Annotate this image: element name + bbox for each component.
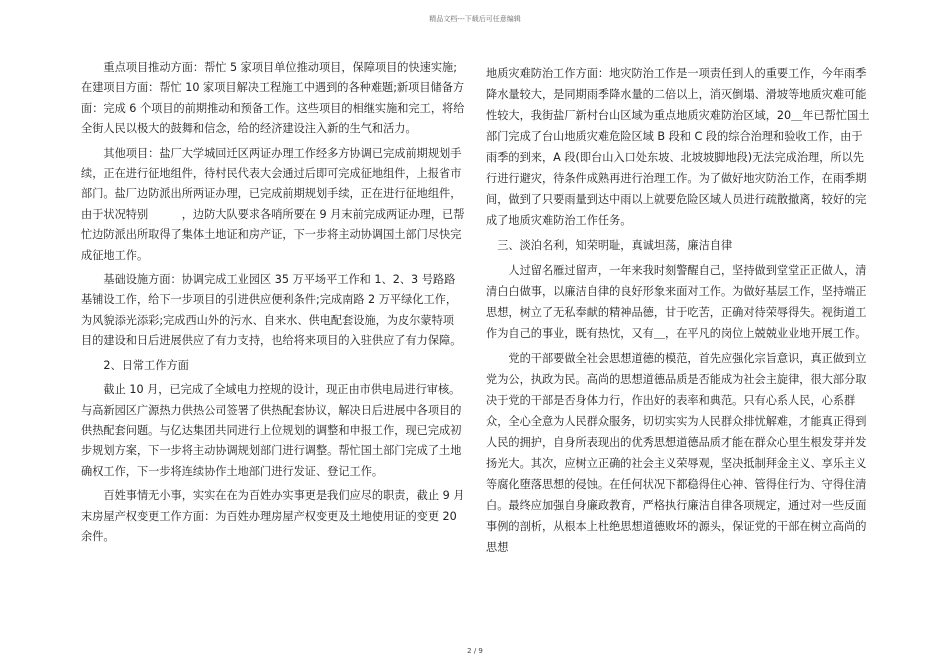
paragraph: 重点项目推动方面：帮忙 5 家项目单位推动项目，保障项目的快速实施;在建项目方面：帮忙 10 家项目解决工程施工中遇到的各种难题;新项目储备方面：完成 6 个项目的前期推动和预备工作。这些项目的相继实施和完工，将给全街人民以极大的鼓舞和信念，给的经济建设注入新的生气和活力。: [81, 61, 465, 136]
paragraph: 人过留名雁过留声，一年来我时刻警醒自己，坚持做到堂堂正正做人，清清白白做事，以廉洁自律的良好形象来面对工作。为做好基层工作，坚持端正思想，树立了无私奉献的精神品德，甘于吃苦，正确对待荣辱得失。视街道工作为自己的事业，既有热忱，又有＿，在平凡的岗位上兢兢业业地开展工作。: [486, 264, 867, 340]
paragraph: 百姓事情无小事，实实在在为百姓办实事更是我们应尽的职责，截止 9 月末房屋产权变更工作方面：为百姓办理房屋产权变更及土地使用证的变更 20 余件。: [81, 489, 465, 543]
paragraph: 基础设施方面：协调完成工业园区 35 万平场平工作和 1、2、3 号路路基铺设工作，给下一步项目的引进供应便利条件;完成南路 2 万平绿化工作，为风貌添光添彩;完成西山外的污水、自来水、供电配套设施，为皮尔蒙特项目的建设和日后进展供应了有力支持，也给将来项目的入驻供应了有力保障。: [81, 273, 462, 348]
right-column: [486, 63, 870, 562]
section-heading: 2、日常工作方面: [103, 358, 189, 372]
paragraph: 其他项目：盐厂大学城回迁区两证办理工作经多方协调已完成前期规划手续，正在进行征地组件，待村民代表大会通过后即可完成征地组件，上报省市部门。盐厂边防派出所两证办理，已完成前期规划手续，正在进行征地组件，由于状况特别 ，边防大队要求各哨所要在 9 月末前完成两证办理，已帮忙边防派出所取得了集体土地证和房产证，下一步将主动协调国土部门尽快完成征地工作。: [81, 146, 465, 262]
page-header: 精品文档---下载后可任意编辑: [429, 15, 521, 23]
left-column: [81, 58, 465, 551]
paragraph: 党的干部要做全社会思想道德的模范，首先应强化宗旨意识，真正做到立党为公，执政为民。高尚的思想道德品质是否能成为社会主旋律，很大部分取决于党的干部是否身体力行，作出好的表率和典范。只有心系人民，心系群众，全心全意为人民群众服务，切切实实为人民群众排忧解难，才能真正得到人民的拥护，自身所表现出的优秀思想道德品质才能在群众心里生根发芽并发扬光大。其次，应树立正确的社会主义荣辱观，坚决抵制拜金主义、享乐主义等腐化堕落思想的侵蚀。在任何状况下都稳得住心神、管得住行为、守得住清白。最终应加强自身廉政教育，严格执行廉洁自律各项规定，通过对一些反面事例的剖析，从根本上杜绝思想道德败坏的源头，保证党的干部在树立高尚的思想: [486, 352, 867, 554]
paragraph: 截止 10 月，已完成了全域电力控规的设计，现正由市供电局进行审核。与高新园区广源热力供热公司签署了供热配套协议，解决日后进展中各项目的供热配套问题。与亿达集团共同进行上位规划的调整和申报工作，现已完成初步规划方案，下一步将主动协调规划部门进行调整。帮忙国土部门完成了土地确权工作，下一步将连续协作土地部门进行发证、登记工作。: [81, 383, 462, 478]
page-number: 2 / 9: [467, 647, 483, 655]
paragraph: 地质灾难防治工作方面：地灾防治工作是一项责任到人的重要工作，今年雨季降水量较大，是同期雨季降水量的二倍以上，消灭倒塌、滑坡等地质灾难可能性较大，我街盐厂新村台山区域为重点地质灾难防治区域，20＿年已帮忙国土部门完成了台山地质灾难危险区域 B 段和 C 段的综合治理和验收工作，由于雨季的到来，A 段(即台山入口处东坡、北坡坡脚地段)无法完成治理，所以先行进行避灾，待条件成熟再进行治理工作。为了做好地灾防治工作，在雨季期间，做到了只要雨量到达中雨以上就要危险区域人员进行疏散撤离，较好的完成了地质灾难防治工作任务。: [486, 67, 870, 227]
section-heading: 三、淡泊名利，知荣明耻，真诚坦荡，廉洁自律: [497, 239, 733, 252]
